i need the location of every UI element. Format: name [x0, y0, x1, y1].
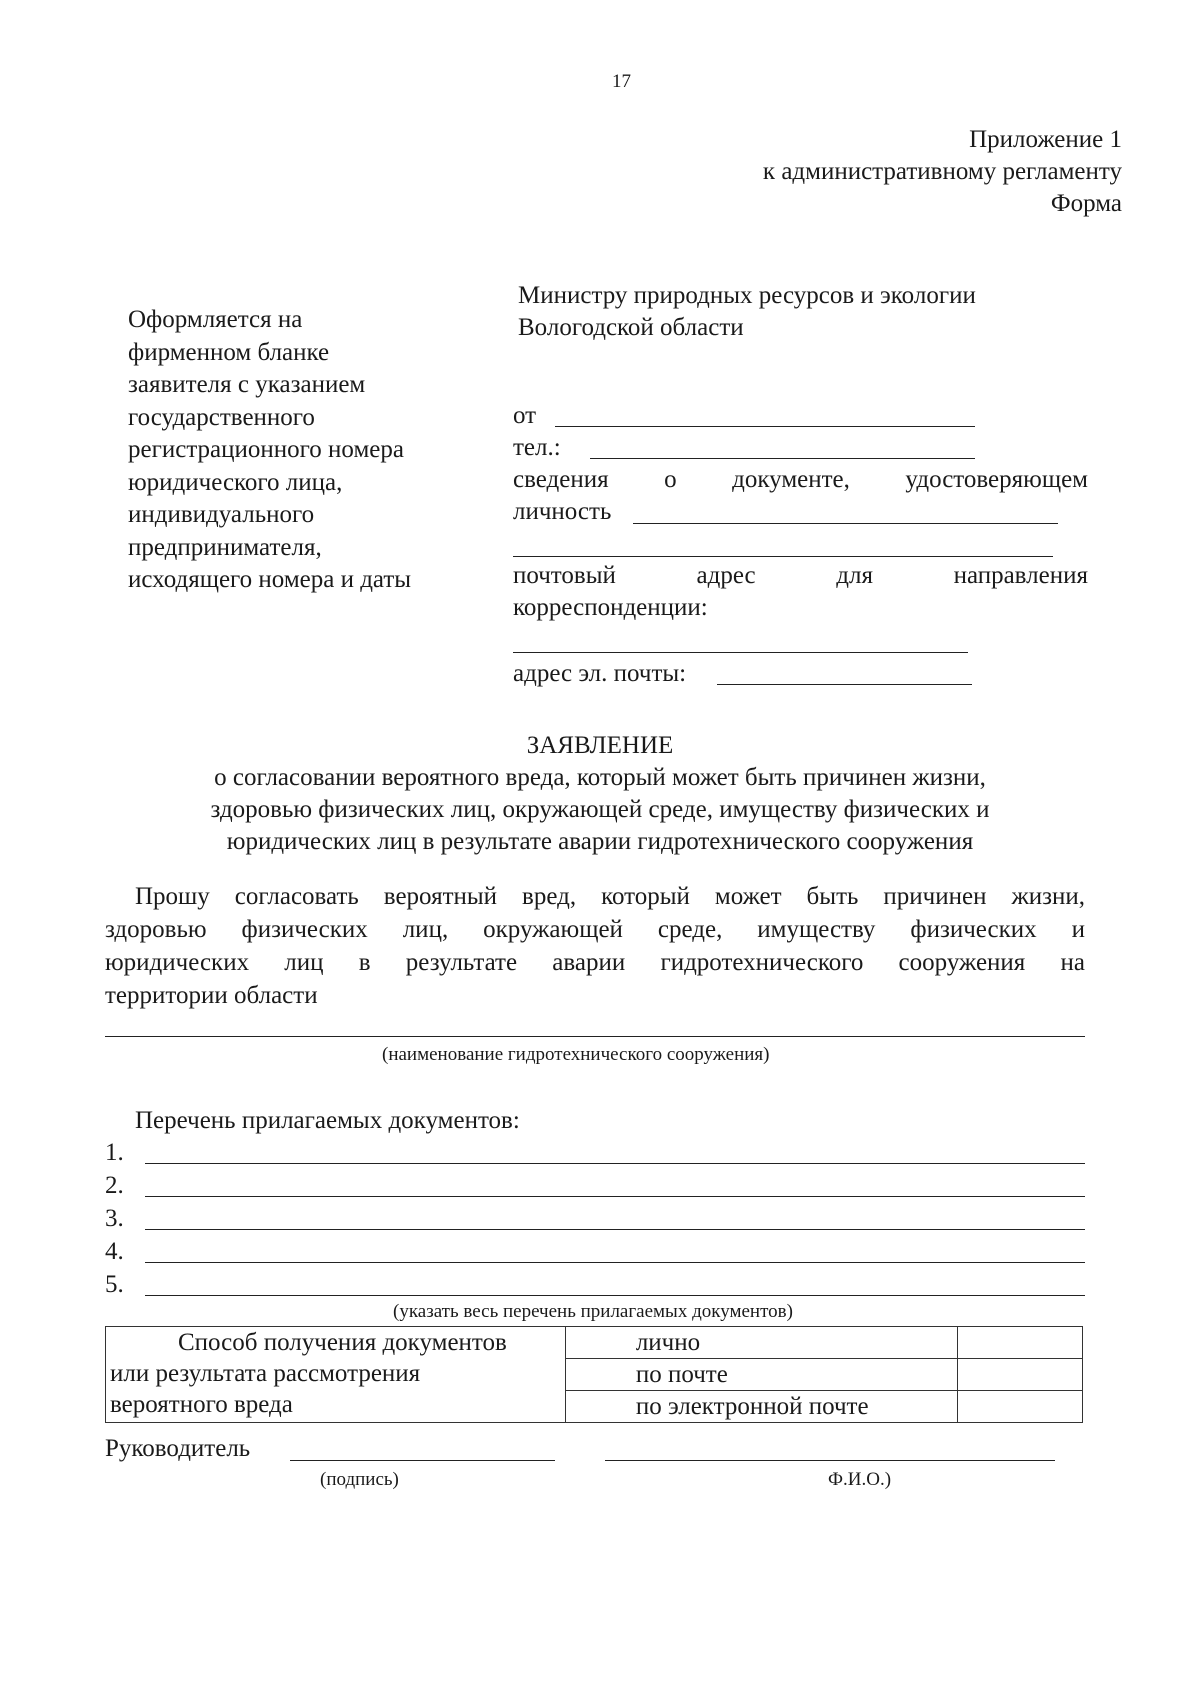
receipt-option-email-checkbox[interactable]: [957, 1391, 1082, 1423]
request-line: юридических лиц в результате аварии гидротехнического сооружения на: [105, 949, 1085, 976]
statement-subtitle-line: о согласовании вероятного вреда, который может быть причинен жизни,: [214, 764, 986, 791]
note-line: юридического лица,: [128, 468, 343, 496]
attachment-number: 1.: [105, 1139, 124, 1166]
id-document-field-2[interactable]: [513, 556, 1053, 557]
statement-subtitle-line: юридических лиц в результате аварии гидротехнического сооружения: [226, 828, 974, 855]
receipt-method-label: [106, 1327, 566, 1423]
postal-address-label-2: корреспонденции:: [513, 594, 708, 621]
note-line: заявителя с указанием: [128, 371, 366, 398]
attachment-number: 3.: [105, 1205, 124, 1232]
appendix-form: Форма: [1050, 190, 1122, 217]
full-name-field[interactable]: [605, 1460, 1055, 1461]
attachment-number: 4.: [105, 1238, 124, 1265]
postal-address-field[interactable]: [513, 652, 968, 653]
email-field[interactable]: [717, 684, 972, 685]
note-line: Оформляется на: [128, 306, 303, 333]
request-line: Прошу согласовать вероятный вред, который может быть причинен жизни,: [135, 883, 1085, 910]
id-document-field[interactable]: [633, 523, 1058, 524]
letterhead-note: [128, 304, 411, 597]
id-document-line1: сведения о документе, удостоверяющем: [513, 466, 1088, 493]
attachment-field[interactable]: [145, 1295, 1085, 1296]
receipt-option-email: по электронной почте: [565, 1391, 957, 1423]
receipt-option-in-person-checkbox[interactable]: [957, 1327, 1082, 1359]
statement-subtitle-line: здоровью физических лиц, окружающей среде, имуществу физических и: [210, 796, 990, 823]
structure-name-caption: (наименование гидротехнического сооружения): [382, 1044, 770, 1065]
attachment-field[interactable]: [145, 1262, 1085, 1263]
from-field[interactable]: [555, 426, 975, 427]
receipt-method-table: [105, 1326, 1083, 1423]
attachments-heading: Перечень прилагаемых документов:: [135, 1107, 520, 1134]
email-label: адрес эл. почты:: [513, 660, 687, 687]
receipt-label-line: вероятного вреда: [110, 1391, 293, 1418]
phone-label: тел.:: [513, 434, 561, 461]
signatory-role: Руководитель: [105, 1435, 251, 1462]
appendix-block: [763, 124, 1122, 220]
full-name-caption: Ф.И.О.): [828, 1469, 892, 1490]
attachment-field[interactable]: [145, 1229, 1085, 1230]
addressee-line: Вологодской области: [518, 314, 744, 341]
appendix-regulation: к административному регламенту: [762, 158, 1122, 185]
request-paragraph: [105, 880, 1085, 1012]
from-label: от: [513, 402, 537, 429]
postal-address-line1: почтовый адрес для направления: [513, 562, 1088, 589]
statement-heading: ЗАЯВЛЕНИЕ: [526, 732, 674, 759]
note-line: фирменном бланке: [128, 338, 330, 366]
note-line: регистрационного номера: [128, 436, 404, 463]
receipt-option-in-person: лично: [565, 1327, 957, 1359]
note-line: исходящего номера и даты: [128, 566, 412, 593]
addressee: [518, 280, 976, 344]
attachment-number: 5.: [105, 1271, 124, 1298]
attachment-number: 2.: [105, 1172, 124, 1199]
addressee-line: Министру природных ресурсов и экологии: [518, 282, 976, 309]
receipt-label-line: или результата рассмотрения: [110, 1360, 421, 1387]
appendix-title: Приложение 1: [969, 126, 1122, 153]
page-number: 17: [612, 71, 631, 92]
attachment-field[interactable]: [145, 1163, 1085, 1164]
request-line: здоровью физических лиц, окружающей среде, имуществу физических и: [105, 916, 1085, 943]
id-document-label-2: личность: [513, 498, 612, 525]
id-document-label: [513, 464, 1088, 495]
phone-field[interactable]: [590, 458, 975, 459]
receipt-option-mail: по почте: [565, 1359, 957, 1391]
attachment-field[interactable]: [145, 1196, 1085, 1197]
note-line: индивидуального: [128, 501, 315, 528]
receipt-label-line: Способ получения документов: [178, 1329, 507, 1356]
signature-caption: (подпись): [320, 1469, 399, 1490]
postal-address-label: [513, 560, 1088, 591]
statement-title: [0, 730, 1200, 858]
request-line-last: территории области: [105, 982, 318, 1009]
receipt-option-mail-checkbox[interactable]: [957, 1359, 1082, 1391]
structure-name-field[interactable]: [105, 1036, 1085, 1037]
attachments-caption: (указать весь перечень прилагаемых документов): [393, 1301, 793, 1322]
note-line: предпринимателя,: [128, 533, 322, 561]
note-line: государственного: [128, 403, 315, 431]
signature-field[interactable]: [290, 1460, 555, 1461]
